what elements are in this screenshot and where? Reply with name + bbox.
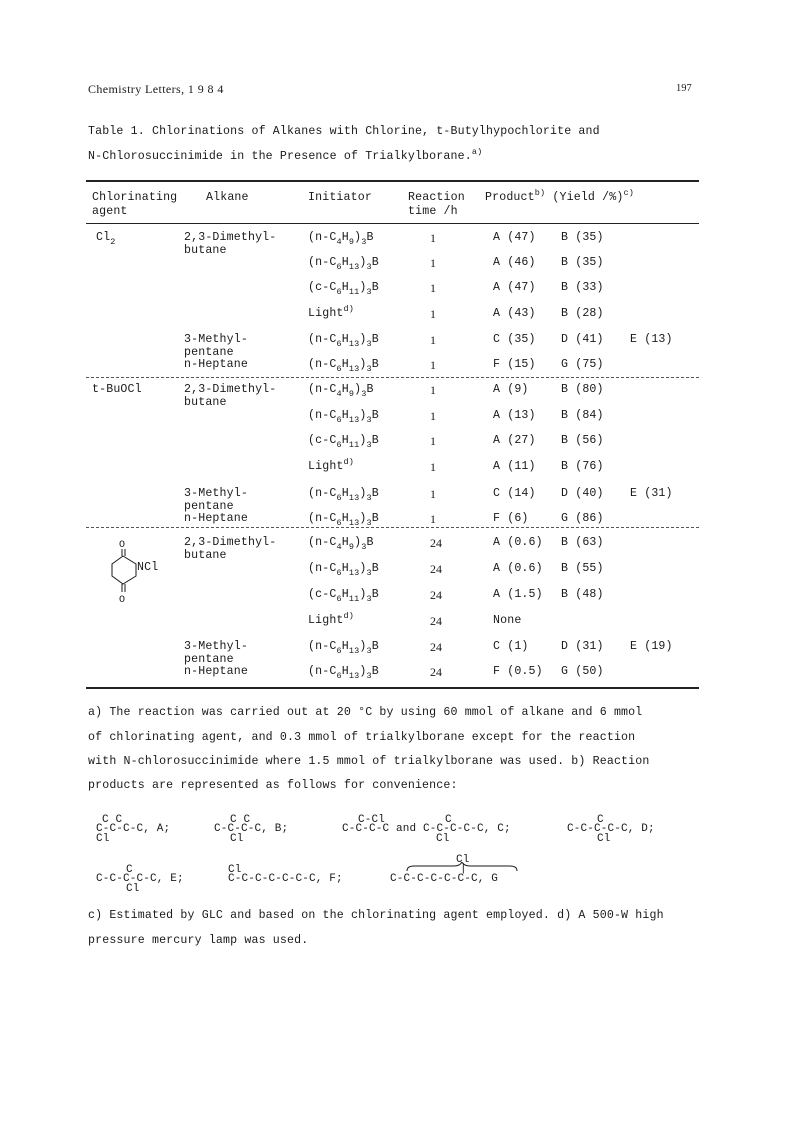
table-row: [0, 562, 793, 590]
initiator-cell: $(n-C_6H_{13})_3B$: [308, 487, 379, 503]
structure-g-mid: C-C-C-C-C-C-C, G: [390, 872, 499, 885]
column-header-product: [485, 188, 634, 204]
time-cell: 1: [430, 307, 436, 321]
product-cell: D (41): [561, 333, 604, 346]
initiator-cell: $(c-C_6H_{11})_3B$: [308, 588, 379, 604]
initiator-cell: Light$^{d)}$: [308, 457, 355, 473]
alkane-name: 2,3-Dimethyl-: [184, 536, 277, 549]
product-cell: A (9): [493, 383, 529, 396]
product-cell: D (40): [561, 487, 604, 500]
structure-g-bond: |: [460, 863, 467, 875]
product-cell: B (33): [561, 281, 604, 294]
structure-c: [342, 806, 511, 844]
time-cell: 1: [430, 358, 436, 372]
structure-e-top: C: [126, 863, 133, 876]
column-header-alkane: Alkane: [206, 191, 249, 204]
time-cell: 24: [430, 562, 442, 576]
product-cell: D (31): [561, 640, 604, 653]
table-top-rule: [86, 180, 699, 182]
product-cell: A (46): [493, 256, 536, 269]
product-cell: B (76): [561, 460, 604, 473]
alkane-name-line2: pentane: [184, 653, 234, 666]
structure-a: [96, 806, 170, 844]
page-number: 197: [676, 83, 692, 94]
alkane-name-line2: pentane: [184, 500, 234, 513]
ring-oxygen-top: O: [119, 540, 126, 551]
product-cell: F (6): [493, 512, 529, 525]
product-cell: B (80): [561, 383, 604, 396]
product-cell: E (13): [630, 333, 673, 346]
agent-tbuocl: t-BuOCl: [92, 383, 142, 396]
structure-b-bot: Cl: [230, 832, 244, 845]
product-cell: E (31): [630, 487, 673, 500]
alkane-name: 3-Methyl-: [184, 333, 248, 346]
product-cell: B (35): [561, 256, 604, 269]
footnote-c-line1: c) Estimated by GLC and based on the chlorinating agent employed. d) A 500-W high: [88, 909, 664, 922]
product-cell: A (0.6): [493, 562, 543, 575]
product-cell: F (15): [493, 358, 536, 371]
structure-a-bot: Cl: [96, 832, 110, 845]
agent-cl2-label: Cl: [96, 231, 111, 244]
footnote-a-line4: products are represented as follows for convenience:: [88, 779, 458, 792]
initiator-cell: $(n-C_6H_{13})_3B$: [308, 640, 379, 656]
alkane-name-line2: butane: [184, 396, 227, 409]
structure-c-bot: Cl: [436, 832, 450, 845]
alkane-name: n-Heptane: [184, 358, 248, 371]
footnote-a-line1: a) The reaction was carried out at 20 °C by using 60 mmol of alkane and 6 mmol: [88, 706, 643, 719]
initiator-cell: $(n-C_6H_{13})_3B$: [308, 409, 379, 425]
product-cell: G (50): [561, 665, 604, 678]
table-row: [0, 611, 793, 642]
time-cell: 1: [430, 434, 436, 448]
structure-d-top: C: [597, 813, 604, 826]
column-header-initiator: Initiator: [308, 191, 372, 204]
caption-footnote-mark: a): [471, 147, 483, 157]
time-cell: 1: [430, 409, 436, 423]
product-cell: B (48): [561, 588, 604, 601]
light-footnote-mark: d): [343, 611, 355, 621]
table-row: [0, 434, 793, 462]
product-cell: B (55): [561, 562, 604, 575]
structure-g-brace-icon: [406, 862, 518, 872]
structure-b: [214, 806, 288, 844]
table-row: [0, 457, 793, 488]
agent-cl2-subscript: 2: [110, 237, 116, 247]
column-header-yield: (Yield /%): [552, 191, 624, 204]
product-cell: B (56): [561, 434, 604, 447]
initiator-cell: Light$^{d)}$: [308, 611, 355, 627]
initiator-cell: $(n-C_6H_{13})_3B$: [308, 333, 379, 349]
time-cell: 1: [430, 231, 436, 245]
time-cell: 24: [430, 665, 442, 679]
column-header-time: Reaction: [408, 191, 465, 204]
time-cell: 1: [430, 487, 436, 501]
table-caption-line-2: [88, 147, 483, 163]
product-cell: A (11): [493, 460, 536, 473]
structure-c-top2: C: [445, 813, 452, 826]
time-cell: 24: [430, 536, 442, 550]
initiator-cell: $(n-C_6H_{13})_3B$: [308, 665, 379, 681]
table-row: [0, 588, 793, 616]
initiator-cell: $(c-C_6H_{11})_3B$: [308, 434, 379, 450]
alkane-name: 3-Methyl-: [184, 640, 248, 653]
product-cell: A (13): [493, 409, 536, 422]
structure-c-top: C-Cl: [358, 813, 386, 826]
time-cell: 24: [430, 588, 442, 602]
structure-a-top: C C: [102, 813, 123, 826]
product-cell: A (0.6): [493, 536, 543, 549]
initiator-cell: $(c-C_6H_{11})_3B$: [308, 281, 379, 297]
initiator-cell: $(n-C_4H_9)_3B$: [308, 231, 374, 247]
product-cell: C (1): [493, 640, 529, 653]
initiator-cell: Light$^{d)}$: [308, 304, 355, 320]
product-cell: B (84): [561, 409, 604, 422]
time-cell: 24: [430, 640, 442, 654]
initiator-cell: $(n-C_6H_{13})_3B$: [308, 562, 379, 578]
time-cell: 1: [430, 333, 436, 347]
initiator-cell: $(n-C_6H_{13})_3B$: [308, 358, 379, 374]
product-cell: A (27): [493, 434, 536, 447]
time-cell: 1: [430, 281, 436, 295]
footnote-a-line2: of chlorinating agent, and 0.3 mmol of trialkylborane except for the reaction: [88, 731, 636, 744]
column-header-agent-line2: agent: [92, 205, 128, 218]
product-footnote-mark: b): [534, 188, 546, 198]
structure-e-mid: C-C-C-C-C, E;: [96, 873, 184, 885]
structure-e-bot: Cl: [126, 882, 140, 895]
alkane-name-line2: butane: [184, 244, 227, 257]
product-cell: B (35): [561, 231, 604, 244]
initiator-cell: $(n-C_4H_9)_3B$: [308, 383, 374, 399]
footnote-a-line3: with N-chlorosuccinimide where 1.5 mmol of trialkylborane was used. b) Reaction: [88, 755, 650, 768]
product-cell: B (63): [561, 536, 604, 549]
product-cell: G (86): [561, 512, 604, 525]
product-cell: A (43): [493, 307, 536, 320]
structure-e: [96, 856, 184, 894]
product-cell: E (19): [630, 640, 673, 653]
table-row: [0, 640, 793, 668]
alkane-name: n-Heptane: [184, 512, 248, 525]
alkane-name: 3-Methyl-: [184, 487, 248, 500]
structure-b-mid: C-C-C-C, B;: [214, 823, 289, 835]
product-cell: F (0.5): [493, 665, 543, 678]
product-cell: C (35): [493, 333, 536, 346]
initiator-cell: $(n-C_4H_9)_3B$: [308, 536, 374, 552]
table-caption-line-1: Table 1. Chlorinations of Alkanes with Chlorine, t-Butylhypochlorite and: [88, 125, 600, 138]
product-cell: C (14): [493, 487, 536, 500]
table-row: [0, 383, 793, 411]
footnote-c-line2: pressure mercury lamp was used.: [88, 934, 309, 947]
alkane-name: 2,3-Dimethyl-: [184, 383, 277, 396]
structure-f-mid: C-C-C-C-C-C-C, F;: [228, 873, 343, 885]
column-header-time-line2: time /h: [408, 205, 458, 218]
structure-g-top: Cl: [456, 853, 470, 866]
structure-d-bot: Cl: [597, 832, 611, 845]
table-row: [0, 409, 793, 437]
table-row: [0, 358, 793, 386]
time-cell: 1: [430, 512, 436, 526]
alkane-name-line2: pentane: [184, 346, 234, 359]
time-cell: 24: [430, 614, 442, 628]
structure-d: [567, 806, 655, 844]
column-header-product-label: Product: [485, 191, 535, 204]
product-cell: A (47): [493, 231, 536, 244]
table-row: [0, 304, 793, 335]
time-cell: 1: [430, 460, 436, 474]
structure-f: [228, 856, 343, 885]
product-cell: None: [493, 614, 522, 627]
alkane-name-line2: butane: [184, 549, 227, 562]
table-row: [0, 487, 793, 515]
table-row: [0, 256, 793, 284]
table-row: [0, 281, 793, 309]
journal-title: Chemistry Letters, 1 9 8 4: [88, 82, 224, 96]
product-cell: B (28): [561, 307, 604, 320]
column-header-agent: Chlorinating: [92, 191, 178, 204]
table-row: [0, 536, 793, 564]
alkane-name: 2,3-Dimethyl-: [184, 231, 277, 244]
structure-c-mid: C-C-C-C and C-C-C-C-C, C;: [342, 823, 511, 835]
product-cell: G (75): [561, 358, 604, 371]
time-cell: 1: [430, 256, 436, 270]
table-row: [0, 231, 793, 259]
structure-b-top: C C: [230, 813, 251, 826]
product-cell: A (1.5): [493, 588, 543, 601]
table-row: [0, 665, 793, 693]
table-row: [0, 333, 793, 361]
structure-a-mid: C-C-C-C, A;: [96, 823, 171, 835]
structure-d-mid: C-C-C-C-C, D;: [567, 823, 655, 835]
alkane-name: n-Heptane: [184, 665, 248, 678]
time-cell: 1: [430, 383, 436, 397]
structure-f-top: Cl: [228, 863, 242, 876]
light-footnote-mark: d): [343, 304, 355, 314]
product-cell: A (47): [493, 281, 536, 294]
table-header-rule: [86, 223, 699, 224]
agent-ncs-label: NCl: [137, 561, 159, 574]
ring-oxygen-bottom: O: [119, 595, 126, 604]
yield-footnote-mark: c): [623, 188, 634, 198]
initiator-cell: $(n-C_6H_{13})_3B$: [308, 256, 379, 272]
light-footnote-mark: d): [343, 457, 355, 467]
table-caption-text: N-Chlorosuccinimide in the Presence of Trialkylborane.: [88, 150, 472, 163]
initiator-cell: $(n-C_6H_{13})_3B$: [308, 512, 379, 528]
